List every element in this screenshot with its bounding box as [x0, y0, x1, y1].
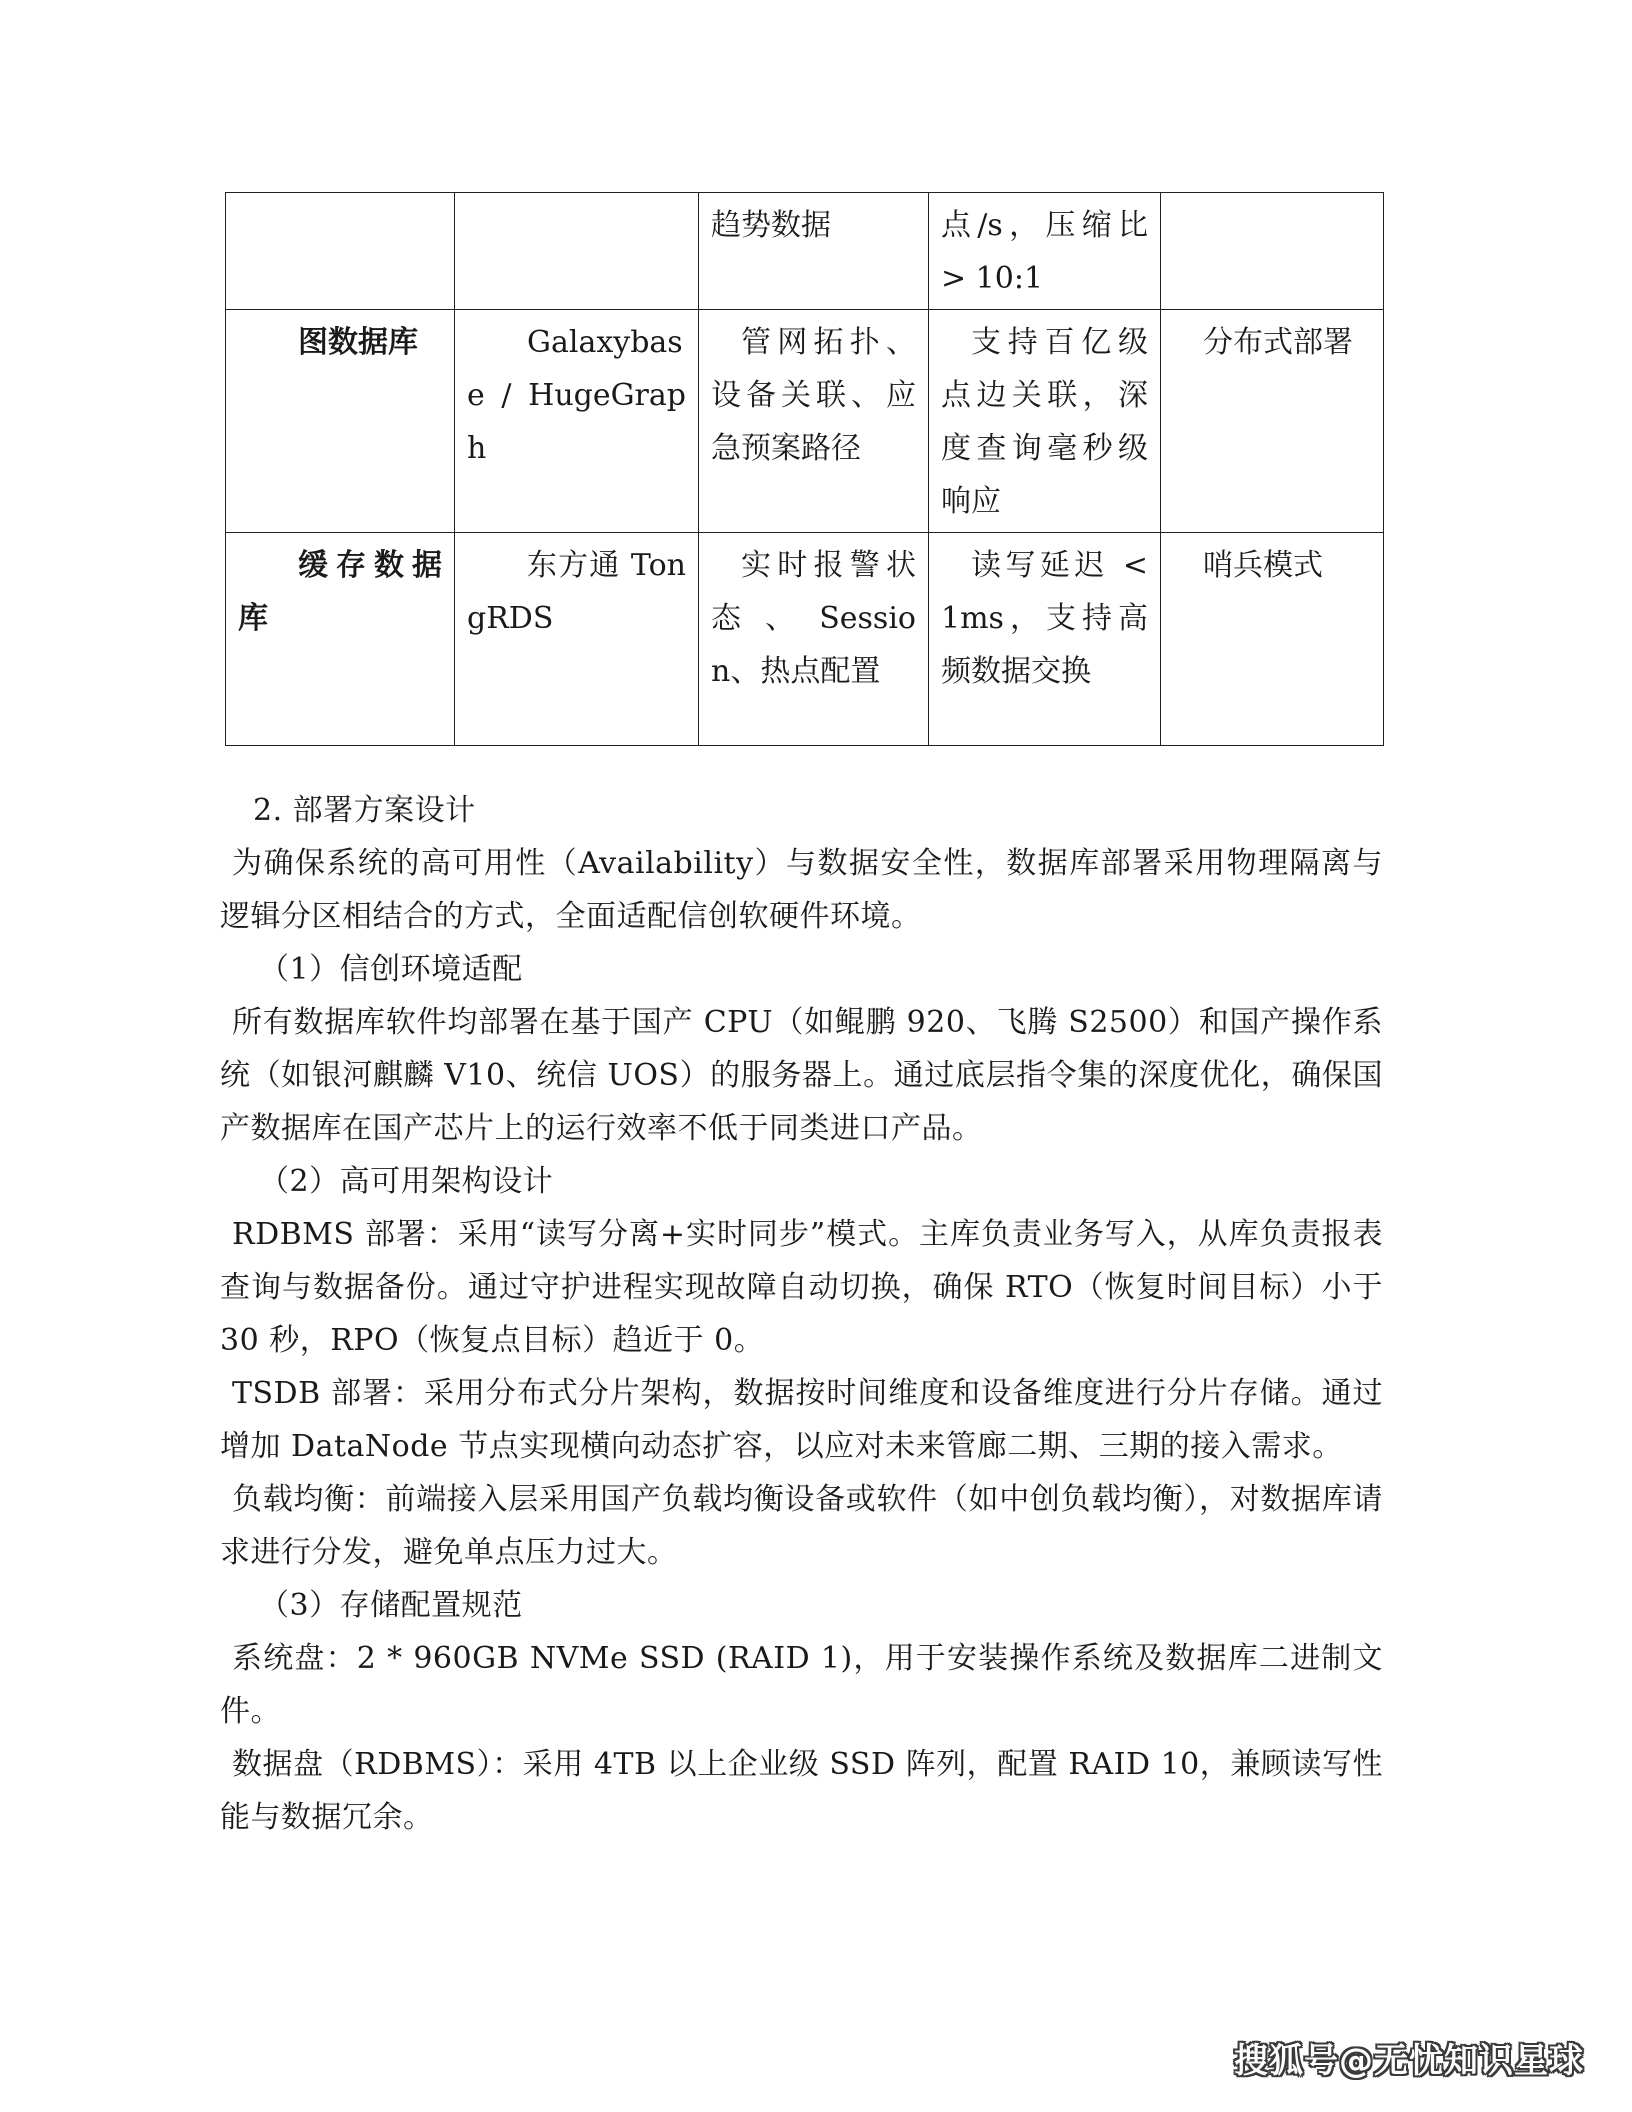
subsection-title-3: （3）存储配置规范	[259, 1588, 523, 1623]
cell-scenario: 管网拓扑、设备关联、应急预案路径	[699, 310, 929, 533]
section-body	[220, 784, 1383, 1844]
paragraph-system-disk: 系统盘：2 * 960GB NVMe SSD (RAID 1)，用于安装操作系统及数据库二进制文件。	[220, 1641, 1383, 1729]
cell-category	[226, 193, 455, 310]
paragraph-adaptation: 所有数据库软件均部署在基于国产 CPU（如鲲鹏 920、飞腾 S2500）和国产操作系统（如银河麒麟 V10、统信 UOS）的服务器上。通过底层指令集的深度优化，确保国产数据库在国产芯片上的运行效率不低于同类进口产品。	[220, 1005, 1383, 1146]
subsection-title-1: （1）信创环境适配	[259, 952, 523, 987]
paragraph-tsdb: TSDB 部署：采用分布式分片架构，数据按时间维度和设备维度进行分片存储。通过增加 DataNode 节点实现横向动态扩容，以应对未来管廊二期、三期的接入需求。	[220, 1376, 1383, 1464]
intro-paragraph: 为确保系统的高可用性（Availability）与数据安全性，数据库部署采用物理隔离与逻辑分区相结合的方式，全面适配信创软硬件环境。	[220, 846, 1383, 934]
cell-deployment: 哨兵模式	[1161, 533, 1384, 746]
paragraph-data-disk: 数据盘（RDBMS）：采用 4TB 以上企业级 SSD 阵列，配置 RAID 10，兼顾读写性能与数据冗余。	[220, 1747, 1383, 1835]
table-row	[226, 533, 1384, 746]
watermark: 搜狐号@无忧知识星球	[1234, 2041, 1584, 2081]
cell-deployment	[1161, 193, 1384, 310]
cell-product	[455, 193, 699, 310]
section-heading: 2. 部署方案设计	[253, 793, 476, 828]
cell-product: Galaxybase / HugeGraph	[455, 310, 699, 533]
cell-product: 东方通 TongRDS	[455, 533, 699, 746]
cell-deployment: 分布式部署	[1161, 310, 1384, 533]
paragraph-rdbms: RDBMS 部署：采用“读写分离+实时同步”模式。主库负责业务写入，从库负责报表查询与数据备份。通过守护进程实现故障自动切换，确保 RTO（恢复时间目标）小于 30 秒，RPO（恢复点目标）趋近于 0。	[220, 1217, 1383, 1358]
table-row	[226, 310, 1384, 533]
cell-category: 图数据库	[226, 310, 455, 533]
cell-performance: 支持百亿级点边关联，深度查询毫秒级响应	[929, 310, 1161, 533]
cell-scenario: 趋势数据	[699, 193, 929, 310]
table-row	[226, 193, 1384, 310]
cell-scenario: 实时报警状态、Session、热点配置	[699, 533, 929, 746]
cell-category: 缓存数据库	[226, 533, 455, 746]
subsection-title-2: （2）高可用架构设计	[259, 1164, 554, 1199]
cell-performance: 读写延迟 < 1ms，支持高频数据交换	[929, 533, 1161, 746]
cell-performance: 点/s，压缩比 > 10:1	[929, 193, 1161, 310]
database-table	[225, 192, 1384, 746]
paragraph-load-balancing: 负载均衡：前端接入层采用国产负载均衡设备或软件（如中创负载均衡），对数据库请求进行分发，避免单点压力过大。	[220, 1482, 1383, 1570]
